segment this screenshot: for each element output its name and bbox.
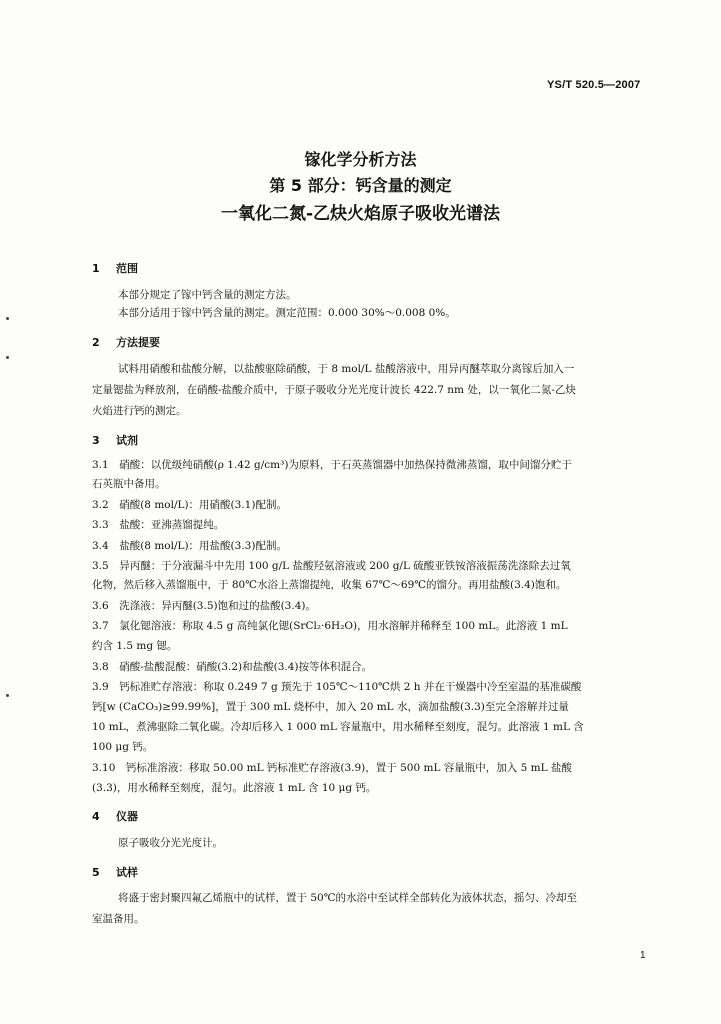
section-title: 试剂 [116, 434, 138, 447]
reagent-line: 3.5 异丙醚：于分液漏斗中先用 100 g/L 盐酸羟氨溶液或 200 g/L 硫酸亚铁铵溶液振荡洗涤除去过氧 [92, 560, 571, 572]
section-heading-principle [92, 334, 160, 350]
reagent-line: 约含 1.5 mg 锶。 [92, 640, 178, 652]
section-heading-apparatus [92, 808, 138, 824]
section-title: 范围 [116, 262, 138, 275]
standard-code: YS/T 520.5—2007 [547, 79, 641, 91]
section-title: 方法提要 [116, 336, 160, 349]
reagent-line: 3.4 盐酸(8 mol/L)：用盐酸(3.3)配制。 [92, 540, 287, 552]
reagent-line: 化物，然后移入蒸馏瓶中，于 80℃水浴上蒸馏提纯，收集 67℃～69℃的馏分。再用盐酸(3.4)饱和。 [92, 579, 567, 591]
section-number: 5 [92, 866, 100, 879]
paragraph-line: 原子吸收分光光度计。 [118, 837, 223, 849]
section-number: 2 [92, 336, 100, 349]
paragraph-line: 火焰进行钙的测定。 [92, 405, 187, 417]
reagent-line: 3.1 硝酸：以优级纯硝酸(ρ 1.42 g/cm³)为原料，于石英蒸馏器中加热保持微沸蒸馏，取中间馏分贮于 [92, 459, 572, 471]
page-number: 1 [640, 950, 646, 961]
section-number: 4 [92, 810, 100, 823]
reagent-line: (3.3)，用水稀释至刻度，混匀。此溶液 1 mL 含 10 μg 钙。 [92, 782, 377, 794]
paragraph-line: 定量锶盐为释放剂，在硝酸-盐酸介质中，于原子吸收分光光度计波长 422.7 nm 处，以一氧化二氮-乙炔 [92, 384, 576, 396]
section-heading-reagents [92, 432, 138, 448]
reagent-line: 3.6 洗涤液：异丙醚(3.5)饱和过的盐酸(3.4)。 [92, 600, 316, 612]
paragraph-line: 室温备用。 [92, 913, 145, 925]
paragraph-line: 试料用硝酸和盐酸分解，以盐酸驱除硝酸，于 8 mol/L 盐酸溶液中，用异丙醚萃取分离镓后加入一 [118, 363, 575, 375]
section-title: 仪器 [116, 810, 138, 823]
title-line-2: 第 5 部分：钙含量的测定 [269, 176, 452, 195]
title-line-1: 镓化学分析方法 [304, 150, 417, 169]
reagent-line: 3.2 硝酸(8 mol/L)：用硝酸(3.1)配制。 [92, 499, 287, 511]
paragraph-line: 本部分规定了镓中钙含量的测定方法。 [118, 289, 297, 301]
scan-speck [6, 694, 9, 697]
reagent-line: 3.10 钙标准溶液：移取 50.00 mL 钙标准贮存溶液(3.9)，置于 500 mL 容量瓶中，加入 5 mL 盐酸 [92, 762, 572, 774]
section-heading-sample [92, 864, 138, 880]
reagent-line: 10 mL，煮沸驱除二氧化碳。冷却后移入 1 000 mL 容量瓶中，用水稀释至刻度，混匀。此溶液 1 mL 含 [92, 721, 584, 733]
scan-speck [6, 356, 9, 359]
paragraph-line: 本部分适用于镓中钙含量的测定。测定范围：0.000 30%～0.008 0%。 [118, 307, 456, 319]
scan-speck [6, 317, 9, 320]
reagent-line: 石英瓶中备用。 [92, 478, 166, 490]
paragraph-line: 将盛于密封聚四氟乙烯瓶中的试样，置于 50℃的水浴中至试样全部转化为液体状态，摇匀、冷却至 [118, 892, 577, 904]
reagent-line: 3.7 氯化锶溶液：称取 4.5 g 高纯氯化锶(SrCl₂·6H₂O)，用水溶解并稀释至 100 mL。此溶液 1 mL [92, 620, 568, 632]
section-number: 3 [92, 434, 100, 447]
reagent-line: 100 μg 钙。 [92, 741, 154, 753]
reagent-line: 钙[w (CaCO₃)≥99.99%]，置于 300 mL 烧杯中，加入 20 mL 水，滴加盐酸(3.3)至完全溶解并过量 [92, 701, 569, 713]
reagent-line: 3.9 钙标准贮存溶液：称取 0.249 7 g 预先于 105℃～110℃烘 2 h 并在干燥器中冷至室温的基准碳酸 [92, 681, 582, 693]
reagent-line: 3.8 硝酸-盐酸混酸：硝酸(3.2)和盐酸(3.4)按等体积混合。 [92, 661, 373, 673]
reagent-line: 3.3 盐酸：亚沸蒸馏提纯。 [92, 519, 225, 531]
section-title: 试样 [116, 866, 138, 879]
title-line-3: 一氧化二氮-乙炔火焰原子吸收光谱法 [220, 204, 501, 224]
section-heading-scope [92, 260, 138, 276]
section-number: 1 [92, 262, 100, 275]
